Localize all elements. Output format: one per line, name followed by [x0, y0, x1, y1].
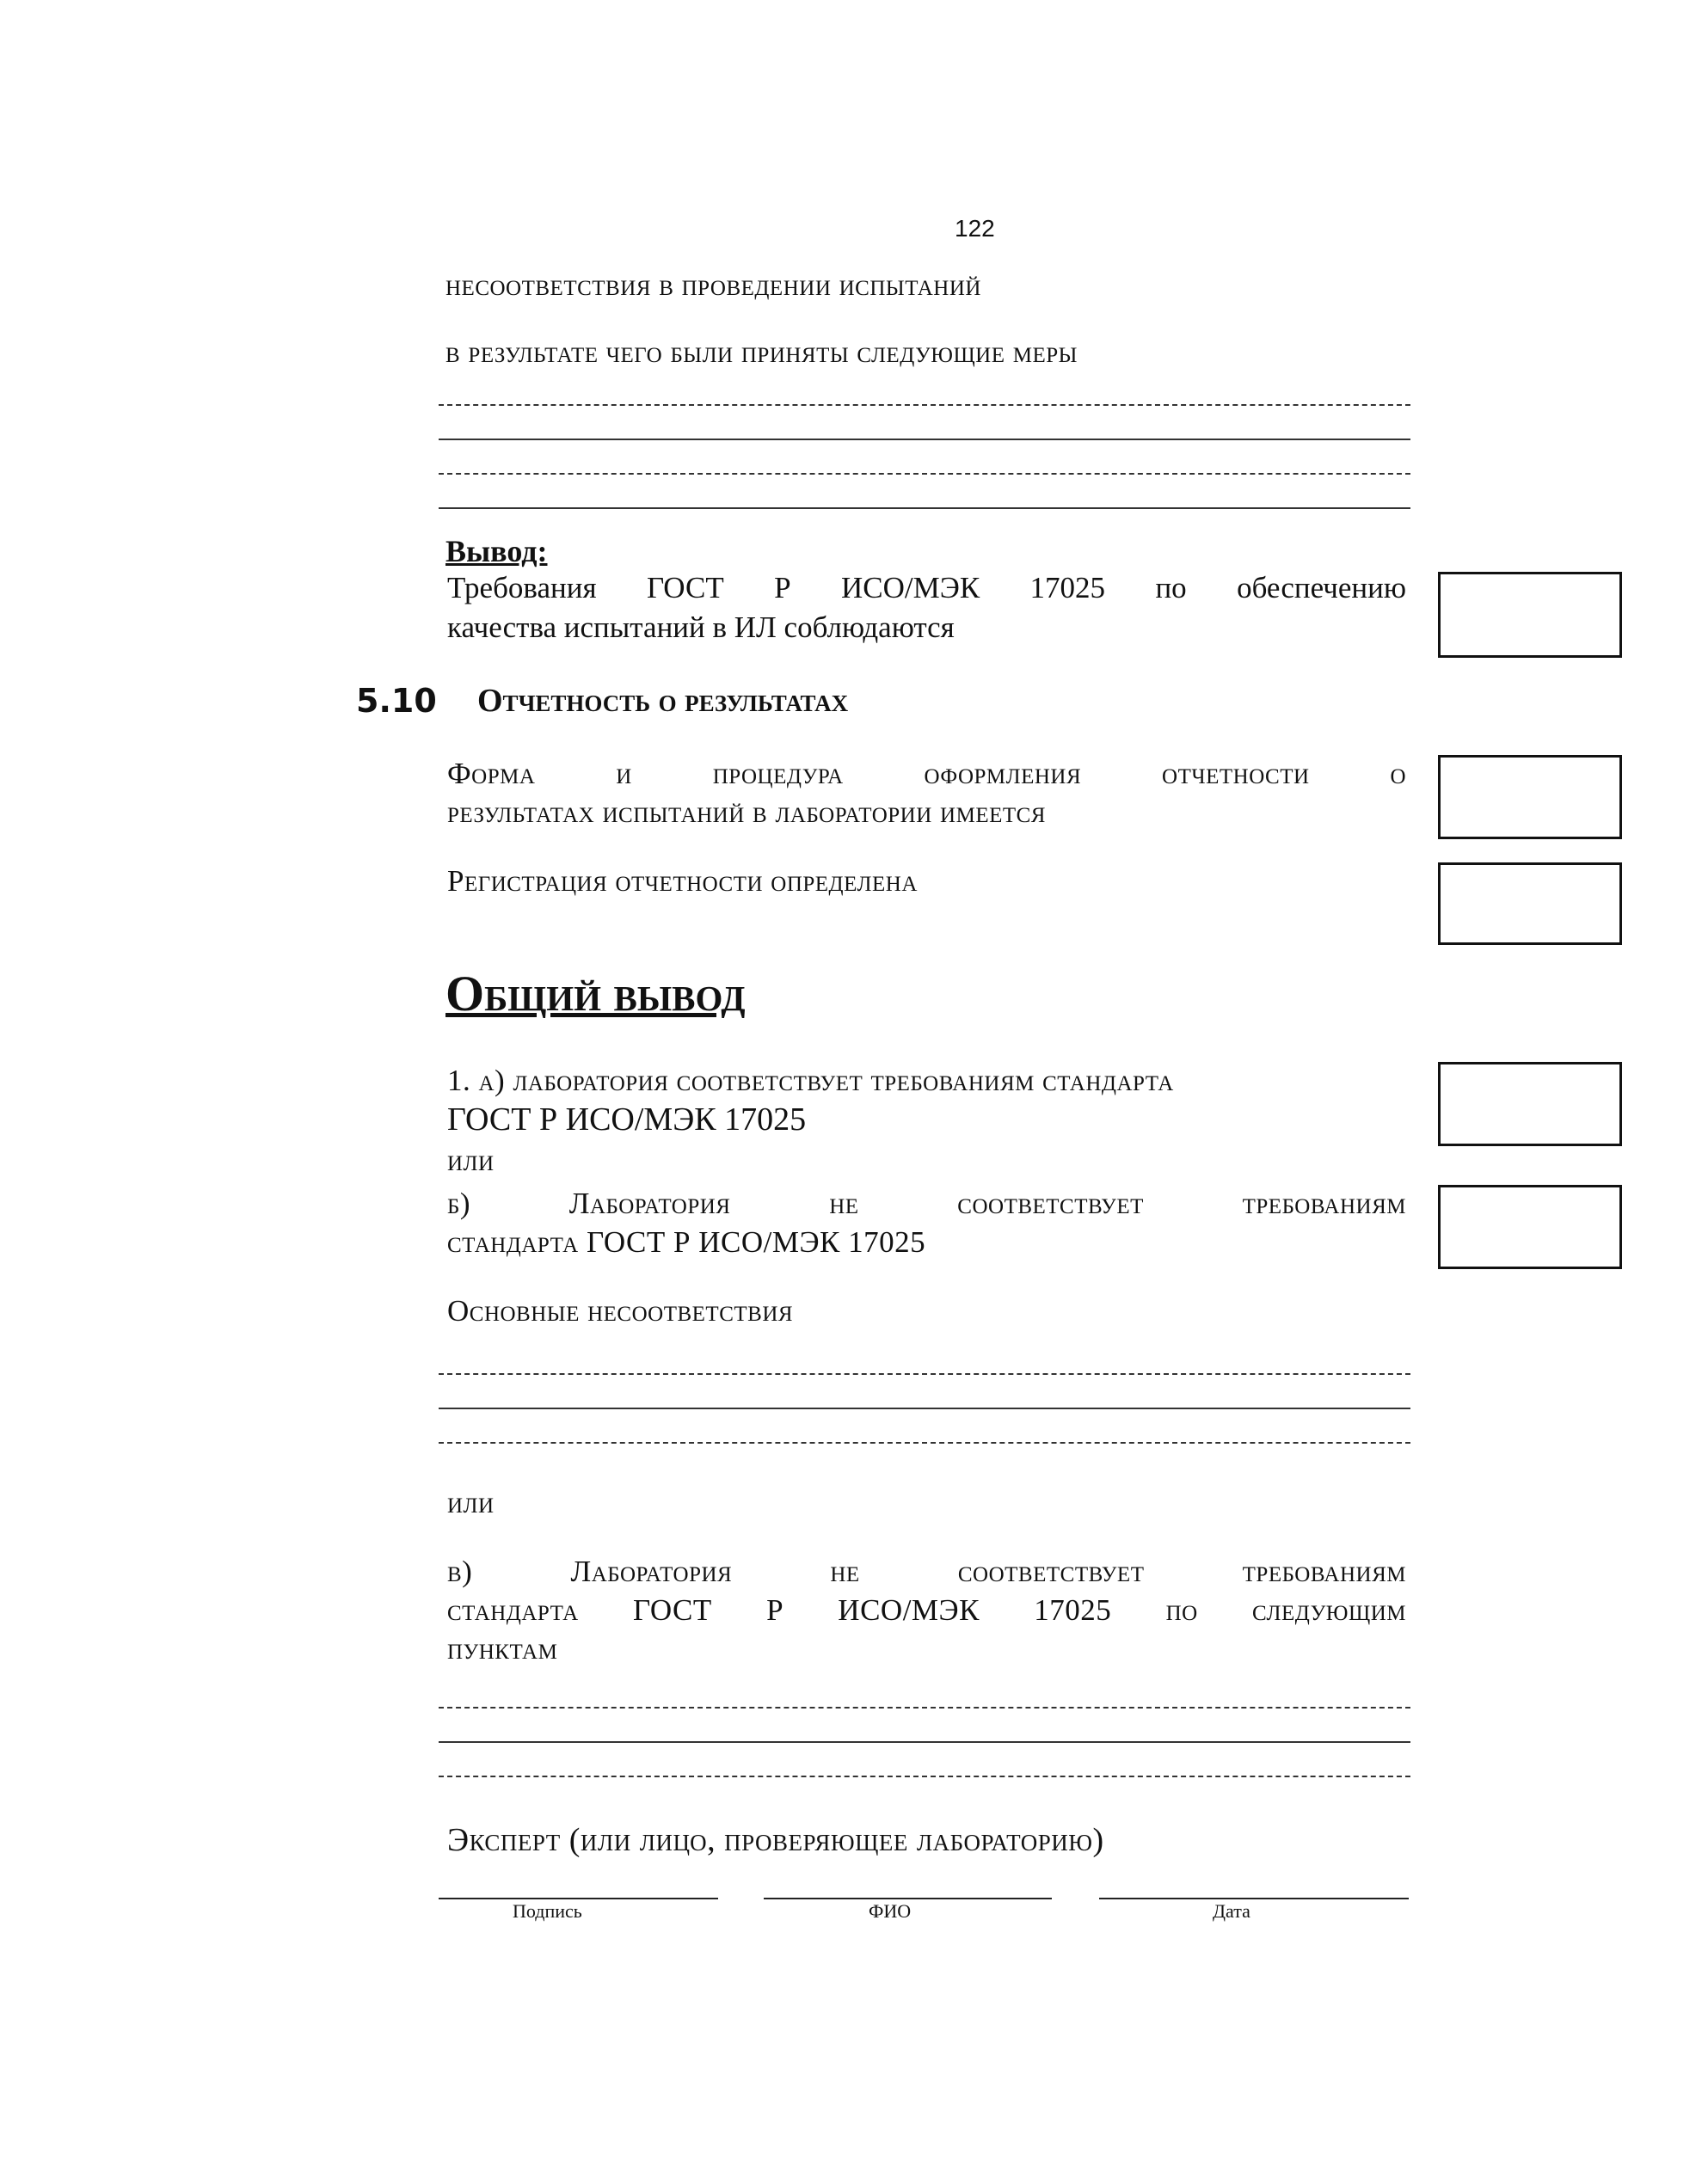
or-text-2: или [447, 1486, 495, 1519]
blank-line[interactable] [439, 473, 1410, 475]
signature-label: Подпись [513, 1900, 582, 1922]
blank-line[interactable] [439, 1373, 1410, 1375]
option-c-lines[interactable] [439, 1707, 1410, 1810]
blank-line[interactable] [439, 1408, 1410, 1409]
blank-line[interactable] [439, 1442, 1410, 1444]
reporting-checkbox-1[interactable] [1438, 755, 1622, 839]
option-a-line-1: 1. а) лаборатория соответствует требованиям стандарта [447, 1064, 1174, 1097]
blank-line[interactable] [439, 439, 1410, 440]
option-c-line-2: стандарта ГОСТ Р ИСО/МЭК 17025 по следующим [447, 1593, 1406, 1627]
reporting-item-1-line-1: Форма и процедура оформления отчетности о [447, 757, 1406, 790]
conclusion-checkbox[interactable] [1438, 572, 1622, 658]
date-line[interactable] [1099, 1898, 1409, 1899]
blank-line[interactable] [439, 1741, 1410, 1743]
option-a-line-2: ГОСТ Р ИСО/МЭК 17025 [447, 1101, 807, 1138]
expert-label: Эксперт (или лицо, проверяющее лабораторию) [447, 1822, 1104, 1858]
intro-line-1: несоответствия в проведении испытаний [445, 268, 981, 302]
nonconformities-lines[interactable] [439, 1373, 1410, 1476]
general-conclusion-title: Общий вывод [445, 966, 746, 1021]
main-nonconformities-label: Основные несоответствия [447, 1294, 794, 1328]
intro-line-2: в результате чего были приняты следующие меры [445, 335, 1078, 369]
blank-line[interactable] [439, 1707, 1410, 1709]
section-number: 5.10 [356, 682, 437, 720]
or-text-1: или [447, 1144, 495, 1177]
reporting-item-1-line-2: результатах испытаний в лаборатории имеется [447, 795, 1046, 829]
date-label: Дата [1213, 1900, 1250, 1922]
option-c-line-3: пунктам [447, 1632, 558, 1666]
option-b-checkbox[interactable] [1438, 1185, 1622, 1269]
name-label: ФИО [869, 1900, 912, 1922]
blank-line[interactable] [439, 404, 1410, 406]
conclusion-text-1: Требования ГОСТ Р ИСО/МЭК 17025 по обеспечению [447, 571, 1406, 604]
option-c-line-1: в) Лаборатория не соответствует требованиям [447, 1555, 1406, 1588]
measures-lines[interactable] [439, 404, 1410, 542]
name-line[interactable] [764, 1898, 1052, 1899]
blank-line[interactable] [439, 1776, 1410, 1777]
page-number: 122 [955, 215, 995, 242]
option-b-line-1: б) Лаборатория не соответствует требованиям [447, 1187, 1406, 1220]
option-b-line-2: стандарта ГОСТ Р ИСО/МЭК 17025 [447, 1225, 926, 1259]
option-a-checkbox[interactable] [1438, 1062, 1622, 1146]
reporting-item-2: Регистрация отчетности определена [447, 864, 918, 898]
blank-line[interactable] [439, 507, 1410, 509]
conclusion-text-2: качества испытаний в ИЛ соблюдаются [447, 610, 955, 644]
section-title: Отчетность о результатах [477, 683, 849, 719]
conclusion-heading: Вывод: [445, 534, 548, 568]
reporting-checkbox-2[interactable] [1438, 862, 1622, 945]
signature-line[interactable] [439, 1898, 718, 1899]
